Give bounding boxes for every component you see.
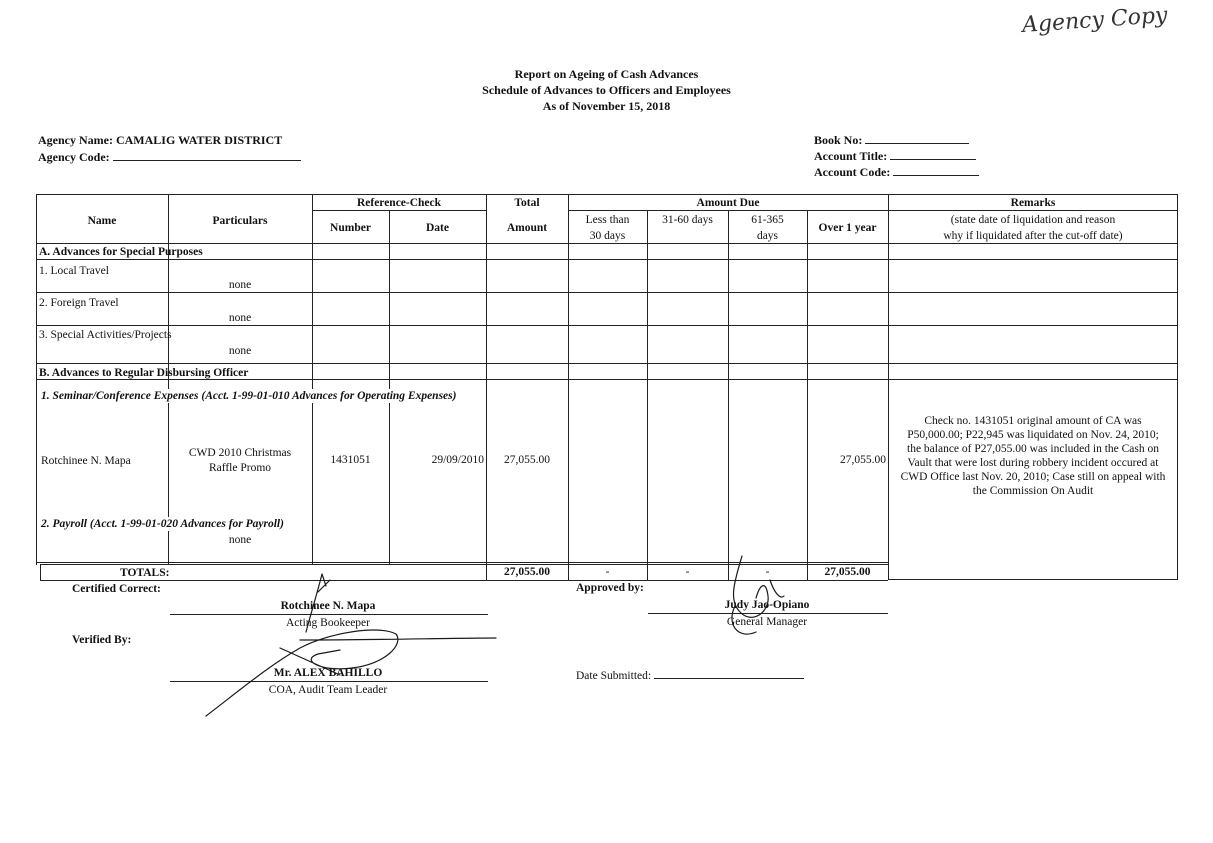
approved-by-label: Approved by:	[576, 582, 644, 594]
header-reference-check: Reference-Check	[356, 197, 442, 209]
header-number: Number	[330, 222, 371, 234]
header-amount: Amount	[506, 222, 548, 234]
header-less30-line2: 30 days	[589, 230, 626, 242]
account-code-label: Account Code:	[814, 165, 891, 179]
totals-label: TOTALS:	[120, 567, 170, 579]
certified-title: Acting Bookeeper	[286, 617, 370, 629]
remarks-line: the Commission On Audit	[972, 485, 1094, 497]
approved-signature-mark	[732, 556, 784, 634]
header-total: Total	[514, 197, 540, 209]
header-remarks-sub2: why if liquidated after the cut-off date)	[943, 230, 1123, 242]
totals-31-60: -	[685, 566, 690, 578]
header-remarks: Remarks	[1010, 197, 1056, 209]
section-a1-none: none	[228, 279, 252, 291]
remarks-line: the balance of P27,055.00 was included in the Cash on	[907, 443, 1159, 455]
section-b-label: B. Advances to Regular Disbursing Officer	[39, 367, 249, 379]
entry-over-1-year: 27,055.00	[840, 454, 886, 466]
entry-name: Rotchinee N. Mapa	[41, 455, 131, 467]
section-b1-label: 1. Seminar/Conference Expenses (Acct. 1-99-01-010 Advances for Operating Expenses)	[41, 390, 457, 402]
remarks-line: CWD Office last Nov. 20, 2010; Case still on appeal with	[900, 471, 1166, 483]
verified-title: COA, Audit Team Leader	[268, 684, 388, 696]
header-date: Date	[426, 222, 449, 234]
header-less30-line1: Less than	[585, 214, 630, 226]
account-title-label: Account Title:	[814, 149, 888, 163]
section-b2-label: 2. Payroll (Acct. 1-99-01-020 Advances for Payroll)	[41, 518, 284, 530]
book-no-label: Book No:	[814, 133, 863, 147]
totals-over-1-year: 27,055.00	[824, 566, 871, 578]
section-a3-none: none	[228, 345, 252, 357]
agency-name: Agency Name: CAMALIG WATER DISTRICT	[38, 133, 283, 147]
remarks-line: P50,000.00; P22,945 was liquidated on Nov. 24, 2010;	[907, 429, 1159, 441]
remarks-line: Check no. 1431051 original amount of CA was	[924, 415, 1142, 427]
report-subtitle: Schedule of Advances to Officers and Employees	[482, 83, 731, 97]
verified-by-label: Verified By:	[72, 634, 132, 646]
section-a2-label: 2. Foreign Travel	[39, 297, 119, 309]
certified-correct-label: Certified Correct:	[72, 583, 161, 595]
certified-name: Rotchinee N. Mapa	[280, 600, 376, 612]
verified-signature-mark	[206, 630, 496, 716]
section-a3-label: 3. Special Activities/Projects	[39, 329, 172, 341]
entry-date: 29/09/2010	[431, 454, 484, 466]
report-title: Report on Ageing of Cash Advances	[514, 67, 699, 81]
header-31-60: 31-60 days	[662, 214, 713, 226]
header-amount-due: Amount Due	[696, 197, 760, 209]
totals-61-365: -	[765, 566, 770, 578]
totals-less30: -	[605, 566, 610, 578]
approved-name: Judy Jao-Opiano	[724, 599, 810, 611]
totals-total: 27,055.00	[504, 566, 550, 578]
entry-particulars-line2: Raffle Promo	[208, 462, 272, 474]
approved-title: General Manager	[726, 616, 808, 628]
section-a2-none: none	[228, 312, 252, 324]
entry-number: 1431051	[330, 454, 371, 466]
header-name: Name	[87, 215, 117, 227]
header-remarks-sub1: (state date of liquidation and reason	[950, 214, 1116, 226]
verified-name: Mr. ALEX BAHILLO	[273, 667, 383, 679]
handwritten-annotation: Agency Copy	[1021, 2, 1169, 39]
date-submitted-label: Date Submitted:	[576, 670, 652, 682]
entry-particulars-line1: CWD 2010 Christmas	[188, 447, 292, 459]
header-particulars: Particulars	[212, 215, 268, 227]
header-over-1-year: Over 1 year	[818, 222, 877, 234]
certified-signature-mark	[306, 574, 330, 632]
section-a-label: A. Advances for Special Purposes	[39, 246, 203, 258]
report-date: As of November 15, 2018	[542, 99, 671, 113]
header-61-365-line1: 61-365	[751, 214, 784, 226]
header-61-365-line2: days	[756, 230, 779, 242]
entry-total: 27,055.00	[504, 454, 550, 466]
agency-code-label: Agency Code:	[38, 150, 110, 164]
section-a1-label: 1. Local Travel	[39, 265, 109, 277]
section-b2-none: none	[228, 534, 252, 546]
remarks-line: Vault that were lost during robbery incident occured at	[907, 457, 1159, 469]
